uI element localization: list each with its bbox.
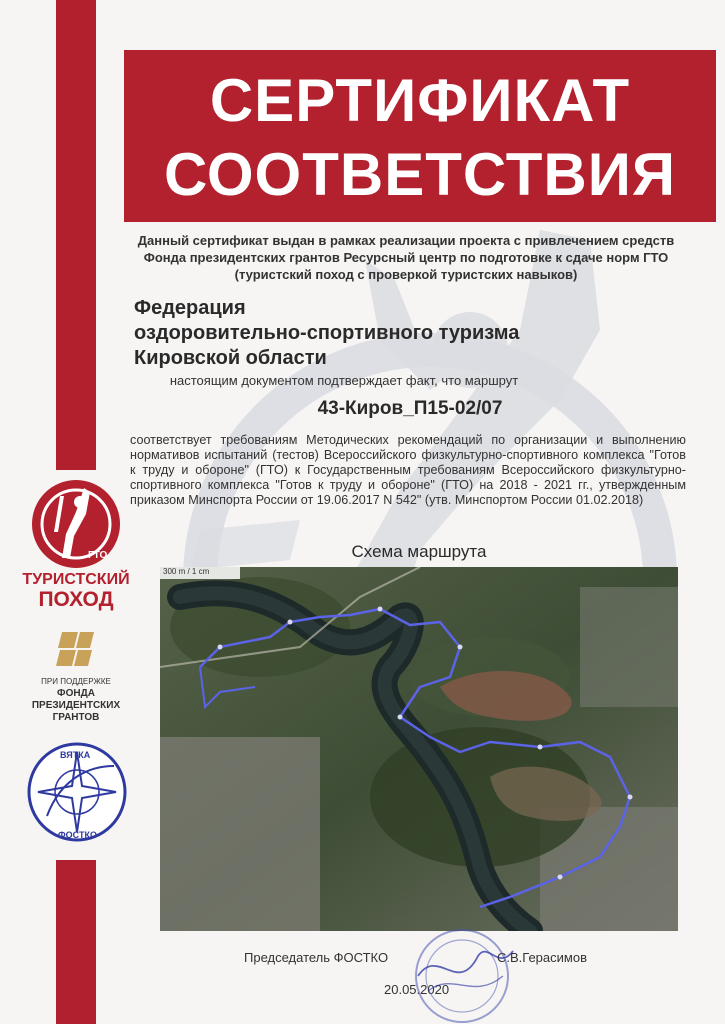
route-scheme-label: Схема маршрута: [351, 542, 487, 561]
organization-line-1: Федерация: [134, 297, 246, 319]
route-map: [160, 567, 678, 931]
organization-name: [134, 296, 694, 371]
intro-text: Данный сертификат выдан в рамках реализации проекта с привлечением средств Фонда президентских грантов Ресурсный центр по подготовке к сдаче норм ГТО (туристский поход с проверкой туристских навыков): [137, 233, 675, 282]
presidential-grants-label: [12, 676, 140, 724]
map-scale-label: 300 m / 1 cm: [163, 567, 210, 576]
fond-line-1: ФОНДА: [57, 688, 95, 699]
fostko-logo: [22, 736, 132, 848]
tourist-hike-label: [20, 570, 132, 610]
route-map-image: [160, 567, 678, 931]
fostko-bottom-text: ФОСТКО: [58, 830, 97, 840]
confirm-text: настоящим документом подтверждает факт, что маршрут: [169, 373, 519, 388]
tourist-hike-line-2: ПОХОД: [38, 588, 114, 611]
presidential-grants-logo-icon: [56, 626, 96, 670]
fond-support-text: ПРИ ПОДДЕРЖКЕ: [41, 677, 111, 686]
official-stamp-icon: [398, 916, 526, 1024]
organization-line-3: Кировской области: [134, 347, 327, 369]
signatory-name: С.В.Герасимов: [497, 950, 587, 965]
fond-line-2: ПРЕЗИДЕНТСКИХ: [31, 700, 121, 711]
certificate-title: СЕРТИФИКАТ: [209, 67, 631, 134]
tourist-hike-line-1: ТУРИСТСКИЙ: [22, 571, 130, 588]
left-red-bar: [56, 0, 96, 470]
route-code: 43-Киров_П15-02/07: [317, 398, 503, 419]
chairman-label: Председатель ФОСТКО: [244, 950, 389, 965]
fostko-top-text: ВЯТКА: [60, 750, 91, 760]
left-red-bar-bottom: [56, 860, 96, 1024]
organization-line-2: оздоровительно-спортивного туризма: [134, 322, 520, 344]
issue-date: 20.05.2020: [384, 982, 450, 997]
fond-line-3: ГРАНТОВ: [52, 712, 100, 723]
body-text: соответствует требованиям Методических рекомендаций по организации и выполнению нормативов испытаний (тестов) Всероссийского физкультурно-спортивного комплекса "Готов к труду и обороне" (ГТО) к Государственным требованиям Всероссийского физкультурно-спортивного комплекса "Готов к труду и обороне" (ГТО) на 2018 - 2021 гг., утвержденным приказом Минспорта России от 19.06.2017 N 542" (утв. Минспортом России 01.02.2018): [130, 433, 686, 507]
gto-emblem-text: ГТО: [88, 550, 108, 561]
certificate-subtitle: СООТВЕТСТВИЯ: [164, 141, 676, 208]
